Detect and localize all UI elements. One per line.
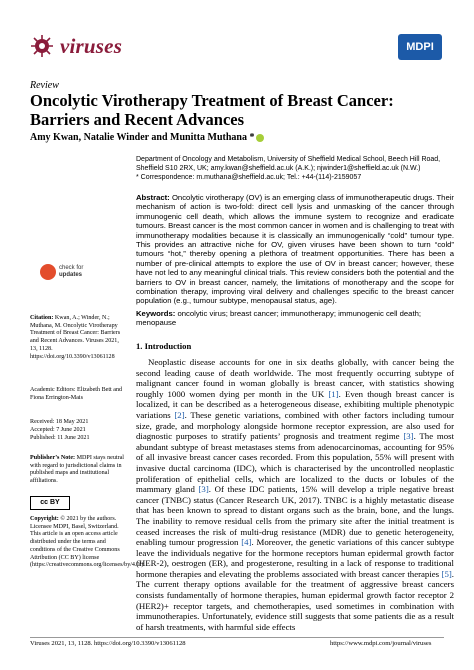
intro-sentence: . The current therapy options available for the treatment of aggressive breast cancers consists fundamentally of hormone therapies, human epidermal growth factor receptor 2 (HER2)+ receptor targets, and chemotherapies, used sometimes in combination with immunotherapies. Unfortunately, evidence still suggests that some patients die as a result of harsh treatments, with harmful side effects [136,568,454,632]
citation-link[interactable]: [2] [174,409,185,420]
footer-journal-link[interactable]: https://www.mdpi.com/journal/viruses [330,640,432,647]
updates-label [59,265,83,279]
abstract [136,193,454,306]
correspondence: * Correspondence: m.muthana@sheffield.ac.uk; Tel.: +44-(114)-2159057 [136,174,362,181]
intro-sentence: . These genetic variations, combined with other factors including tumour size, grade, and morphology alongside hormone receptor expression, are also used for diagnostic purposes to stratify patients’ prognosis and treatment regime [136,409,455,442]
orcid-icon[interactable] [256,134,264,142]
copyright-block [30,516,145,570]
introduction-text [136,357,454,632]
section-heading: 1. Introduction [136,341,192,351]
check-for-updates-button[interactable] [40,264,88,292]
citation-label: Citation: [30,315,54,321]
citation-text: Kwan, A.; Winder, N.; Muthana, M. Oncolytic Virotherapy Treatment of Breast Cancer: Barriers and Recent Advances. Viruses 2021, 13, 1128. https://doi.org/10.3390/v13061128 [30,315,121,360]
affiliation-block [136,155,456,182]
intro-paragraph [136,357,454,632]
abstract-label: Abstract: [136,193,170,202]
intro-sentence: . Of these IDC patients, 15% will develop a triple negative breast cancer (TNBC) status (Cancer Research UK, 2017). TNBC is a highly metastatic disease that has been known to spread to distant organs such as the brain, bone, and the lungs. The inability to remove residual cells from the primary site after the initial treatment is ceased increases the risk of multi-drug resistance (MDR) due to genetic heterogeneity, enabling tumour progression [136,484,455,548]
keywords [136,309,454,328]
footer-divider [30,637,444,638]
citation-link[interactable]: [1] [328,388,339,399]
academic-editors: Academic Editors: Elizabeth Bett and Fiona Errington-Mais [30,387,123,401]
journal-name: viruses [60,34,123,58]
copyright-text: © 2021 by the authors. Licensee MDPI, Basel, Switzerland. This article is an open access article distributed under the terms and conditions of the Creative Commons Attribution (CC BY) license (https://creativecommons.org/licenses/by/4.0/). [30,516,145,569]
intro-sentence: . Moreover, the genetic variations of this cancer subtype leave the individuals negative for the hormone receptors human epidermal growth factor (HER-2), oestrogen (ER), and progesterone, resulting in a lack of response to traditional hormone therapies and elevating the problems associated with breast cancer therapies [136,537,454,579]
publisher-note-label: Publisher’s Note: [30,455,76,461]
copyright-label: Copyright: [30,516,59,522]
citation-link[interactable]: [5] [441,568,452,579]
article-dates [30,418,128,442]
abstract-text: Oncolytic virotherapy (OV) is an emerging class of immunotherapeutic drugs. Their mechanism of action is two-fold: direct cell lysis and unmasking of the cancer through immunogenic cell death, which allows the immune system to recognize and eradicate tumours. Breast cancer is the most common cancer in women and is challenging to treat with immunotherapy modalities because it is classically an immunogenically “cold” tumour type. This provides an attractive niche for OV, given viruses have been shown to turn “cold” tumours “hot,” thereby opening a plethora of treatment opportunities. There has been a number of pre-clinical attempts to explore the use of OV in breast cancer; however, these have not led to any meaningful clinical trials. This review considers both the potential and the barriers to OV in breast cancer, namely, the limitations of monotherapy and the scope for combination therapy, improving viral delivery and challenges specific to the breast cancer population (e.g., tumour subtype, menopausal status, age). [136,193,454,306]
publisher-logo [398,34,442,60]
article-type: Review [30,80,59,91]
citation-link[interactable]: [4] [241,537,252,548]
received-date: Received: 18 May 2021 [30,419,89,425]
citation-link[interactable]: [3] [198,484,209,495]
virus-logo-icon [30,34,54,58]
citation-link[interactable]: [3] [403,431,414,442]
footer-citation[interactable]: Viruses 2021, 13, 1128. https://doi.org/10.3390/v13061128 [30,640,186,647]
updates-line: check for [59,265,84,271]
keywords-text: oncolytic virus; breast cancer; immunotherapy; immunogenic cell death; menopause [136,309,422,328]
article-title: Oncolytic Virotherapy Treatment of Breast Cancer: Barriers and Recent Advances [30,91,394,129]
updates-line: updates [59,272,83,278]
affiliation: Department of Oncology and Metabolism, University of Sheffield Medical School, Beech Hill Road, Sheffield S10 2RX, UK; amy.kwan@sheffield.ac.uk (A.K.); njwinder1@sheffield.ac.uk (N.W.) [136,156,441,172]
published-date: Published: 11 June 2021 [30,435,90,441]
citation-block [30,315,128,361]
publisher-note [30,455,128,486]
publisher-note-text: MDPI stays neutral with regard to jurisdictional claims in published maps and institutional affiliations. [30,455,124,485]
publisher-name: MDPI [406,41,434,53]
intro-sentence: . Even though breast cancer is localized, it can be described as a heterogeneous disease, exhibiting multiple phenotypic variations [136,388,454,420]
intro-sentence: Neoplastic disease accounts for one in six deaths globally, with cancer being the second leading cause of death worldwide. The most frequently occurring subtype of malignant cancer found in woman globally is breast cancer, with statistics showing roughly 1000 women dying per month in the UK [136,357,454,399]
author-list [30,132,264,143]
keywords-label: Keywords: [136,309,176,318]
authors-text: Amy Kwan, Natalie Winder and Munitta Muthana * [30,132,255,143]
accepted-date: Accepted: 7 June 2021 [30,427,86,433]
updates-icon [40,264,56,280]
cc-license-badge[interactable]: cc BY [30,496,70,510]
intro-sentence: . The most abundant subtype of breast metastases stems from adenocarcinomas, accounting for 95% of all invasive breast cancer cases recorded. From this population, 55% will present with invasive ductal carcinoma (IDC), which is characterised by the uncontrolled neoplastic proliferation of epithelial cells, which are localized to the ducts or lobules of the mammary gland [136,431,454,495]
